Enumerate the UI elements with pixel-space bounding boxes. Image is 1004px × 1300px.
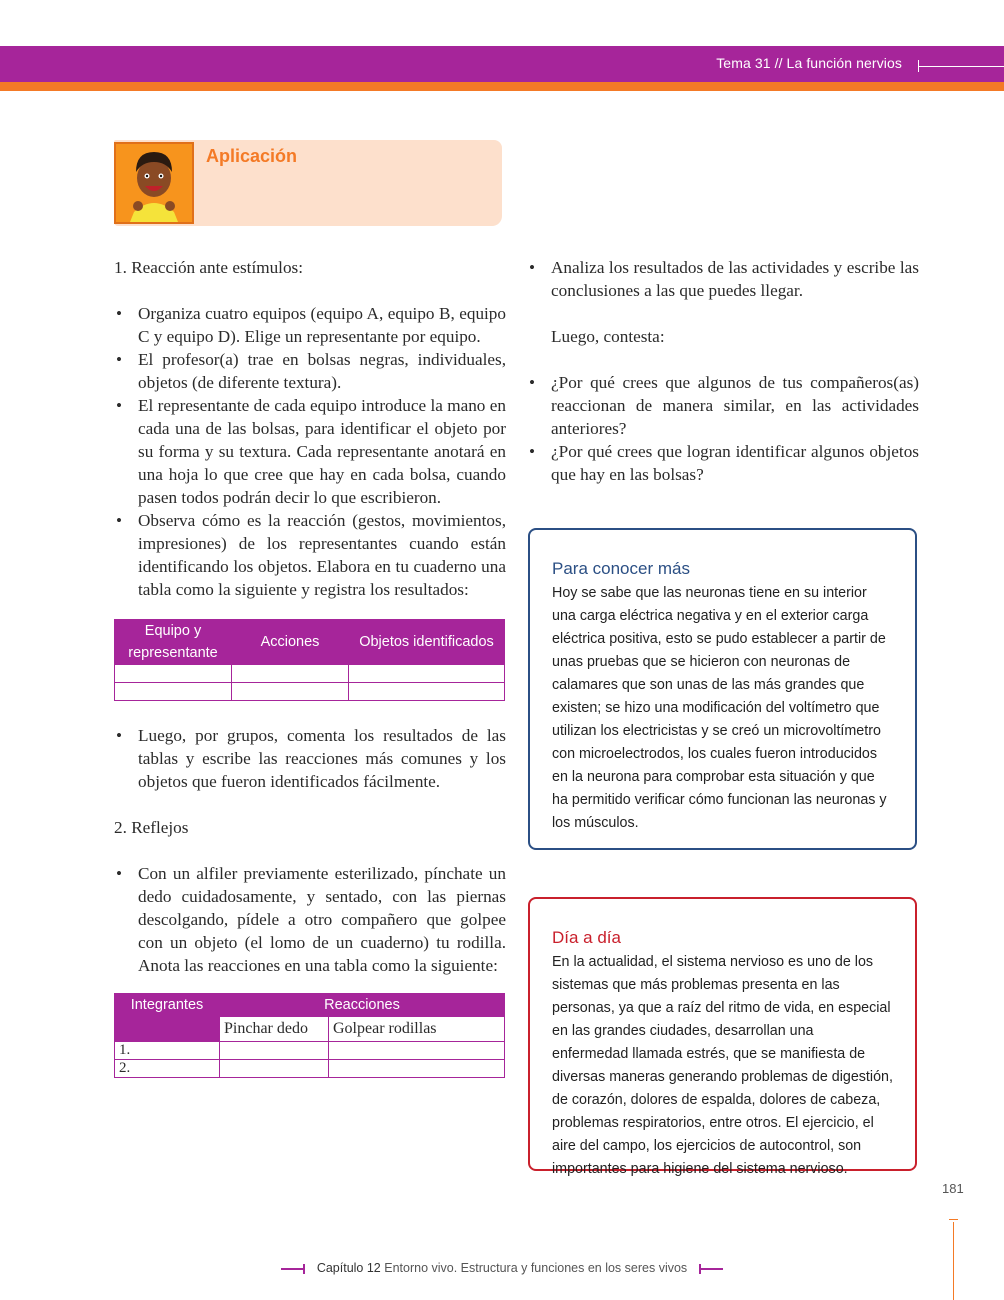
row-number: 2. — [115, 1060, 220, 1078]
table-subheader-prick: Pinchar dedo — [220, 1017, 329, 1042]
learn-more-text: Hoy se sabe que las neuronas tiene en su interior una carga eléctrica negativa y en el exterior carga eléctrica positiva, esto se pudo establecer a partir de unas pruebas que se hicieron con neuronas de calamares que son unas de las más grandes que existen; se hizo una modificación del voltímetro que utilizan los electricistas y se creó un microvoltímetro con microelectrodos, los cuales fueron introducidos en la neurona para comprobar esta situación y que ha permitido verificar cómo funcionan las neuronas y los músculos. — [552, 585, 887, 831]
list-item: • Observa cómo es la reacción (gestos, movimientos, impresiones) de los representantes cuando están identificando los objetos. Elabora en tu cuaderno una tabla como la siguiente y registra los resultados: — [114, 509, 506, 601]
list-item: • El profesor(a) trae en bolsas negras, individuales, objetos (de diferente textura). — [114, 348, 506, 394]
application-banner — [114, 138, 502, 228]
day-to-day-text: En la actualidad, el sistema nervioso es uno de los sistemas que más problemas presenta en las personas, ya que a raíz del ritmo de vida, en especial en las grandes ciudades, desarrollan una enfermedad llamada estrés, que se manifiesta de diversas maneras generando problemas de digestión, de corazón, dolores de espalda, dolores de cabeza, problemas respiratorios, entre otros. El ejercicio, el aire del campo, los ejercicios de autocontrol, son importantes para higiene del sistema nervioso. — [552, 954, 893, 1177]
analysis-bullet — [527, 256, 919, 302]
section-1-bullets — [114, 302, 506, 601]
table-header-team: Equipo y representante — [115, 620, 232, 665]
footer-chapter: Capítulo 12 — [316, 1261, 381, 1275]
learn-more-title: Para conocer más — [552, 559, 690, 578]
application-title: Aplicación — [206, 146, 298, 166]
table-header-objects: Objetos identificados — [349, 620, 505, 665]
footer-chapter-text: Entorno vivo. Estructura y funciones en los seres vivos — [384, 1261, 688, 1275]
footer-dash-left — [281, 1268, 305, 1270]
row-number: 1. — [115, 1042, 220, 1060]
header-accent-stripe — [0, 82, 1004, 91]
table-subheader-knee: Golpear rodillas — [329, 1017, 505, 1042]
table-row — [115, 1042, 505, 1060]
list-item: • Organiza cuatro equipos (equipo A, equipo B, equipo C y equipo D). Elige un representante por equipo. — [114, 302, 506, 348]
results-table — [114, 619, 505, 701]
table-header-actions: Acciones — [232, 620, 349, 665]
section-2-title: 2. Reflejos — [114, 818, 189, 837]
section-1-followup — [114, 724, 506, 793]
list-item: • Analiza los resultados de las actividades y escribe las conclusiones a las que puedes llegar. — [527, 256, 919, 302]
header-title: Tema 31 // La función nervios — [716, 55, 902, 71]
section-2-bullets — [114, 862, 506, 977]
day-to-day-title: Día a día — [552, 928, 621, 947]
list-item: • Luego, por grupos, comenta los resultados de las tablas y escribe las reacciones más comunes y los objetos que fueron identificados fácilmente. — [114, 724, 506, 793]
table-row — [115, 683, 505, 701]
table-row — [115, 1060, 505, 1078]
footer — [0, 1261, 1004, 1275]
page-number: 181 — [942, 1181, 964, 1196]
table-header-reactions: Reacciones — [220, 994, 505, 1017]
section-1-title: 1. Reacción ante estímulos: — [114, 258, 304, 277]
list-item: • Con un alfiler previamente esterilizado, pínchate un dedo cuidadosamente, y sentado, con las piernas descolgando, pídele a otro compañero que golpee con un objeto (el lomo de un cuaderno) tu rodilla. Anota las reacciones en una tabla como la siguiente: — [114, 862, 506, 977]
list-item: • ¿Por qué crees que algunos de tus compañeros(as) reaccionan de manera similar, en las actividades anteriores? — [527, 371, 919, 440]
reflex-table — [114, 993, 505, 1078]
right-column — [527, 256, 919, 486]
table-row — [115, 665, 505, 683]
header-rule — [918, 66, 1004, 67]
footer-dash-right — [699, 1268, 723, 1270]
page-rule-tick — [949, 1219, 958, 1220]
then-answer-label: Luego, contesta: — [551, 327, 665, 346]
header-tick — [918, 60, 919, 72]
learn-more-box — [528, 528, 917, 850]
question-list — [527, 371, 919, 486]
left-column — [114, 256, 506, 1078]
day-to-day-box — [528, 897, 917, 1177]
table-header-members: Integrantes — [115, 994, 220, 1042]
list-item: • ¿Por qué crees que logran identificar algunos objetos que hay en las bolsas? — [527, 440, 919, 486]
list-item: • El representante de cada equipo introduce la mano en cada una de las bolsas, para identificar el objeto por su forma y su textura. Cada representante anotará en una hoja lo que cree que hay en cada bolsa, cuando pasen todos podrán decir lo que escribieron. — [114, 394, 506, 509]
student-avatar-icon — [114, 142, 194, 224]
student-avatar-drawing — [116, 144, 192, 222]
